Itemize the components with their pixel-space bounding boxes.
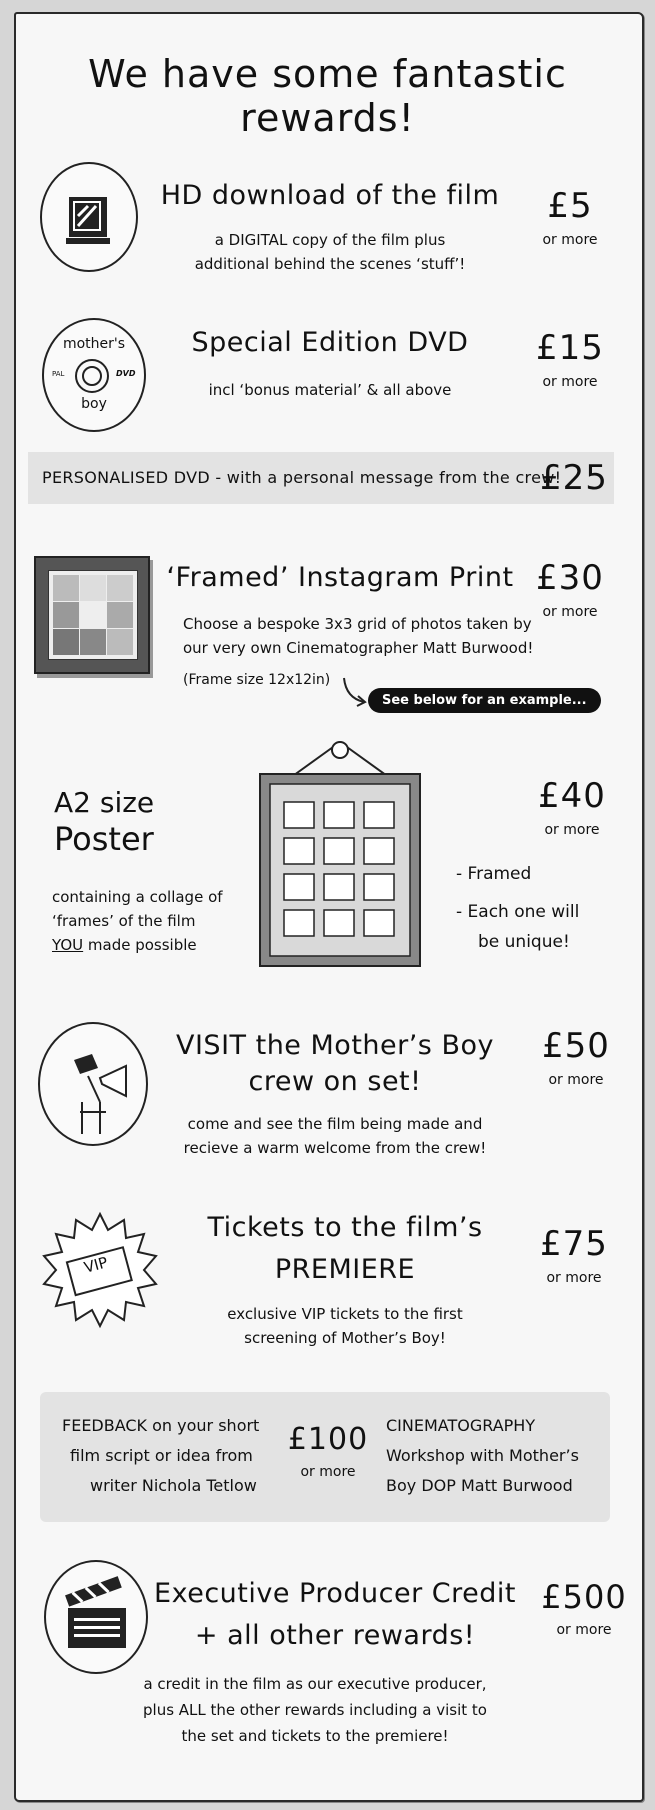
- dvd-disc-icon: [42, 318, 146, 432]
- photo-grid-icon: [49, 571, 137, 659]
- download-icon-circle: [40, 162, 138, 272]
- poster-bullet-1: - Framed: [456, 864, 532, 884]
- photo-grid: [48, 570, 138, 660]
- workshop-or-more: or more: [300, 1464, 356, 1480]
- dvd-price: £15: [536, 328, 604, 368]
- premiere-or-more: or more: [546, 1270, 602, 1286]
- curved-arrow-icon: [340, 674, 370, 708]
- poster-desc-2: ‘frames’ of the film: [52, 912, 196, 930]
- executive-title-2: + all other rewards!: [194, 1620, 476, 1651]
- hd-price: £5: [547, 186, 593, 226]
- director-icon-circle: [38, 1022, 148, 1146]
- dvd-or-more: or more: [542, 374, 598, 390]
- clapper-download-icon: [42, 164, 136, 270]
- premiere-desc-1: exclusive VIP tickets to the first: [227, 1305, 463, 1323]
- executive-desc-2: plus ALL the other rewards including a visit to: [143, 1701, 487, 1719]
- hd-or-more: or more: [542, 232, 598, 248]
- hd-desc-2: additional behind the scenes ‘stuff’!: [194, 255, 466, 273]
- executive-desc-3: the set and tickets to the premiere!: [181, 1727, 449, 1745]
- clapperboard-icon-circle: [44, 1560, 148, 1674]
- see-example-badge[interactable]: See below for an example...: [368, 688, 601, 713]
- disc-pal-label: PAL: [52, 370, 65, 378]
- poster-or-more: or more: [544, 822, 600, 838]
- visit-title-1: VISIT the Mother’s Boy: [176, 1030, 494, 1061]
- executive-title-1: Executive Producer Credit: [154, 1578, 516, 1609]
- workshop-price: £100: [287, 1422, 369, 1457]
- visit-desc-2: recieve a warm welcome from the crew!: [183, 1139, 487, 1157]
- dvd-title: Special Edition DVD: [191, 327, 469, 358]
- framed-price: £30: [536, 558, 604, 598]
- hd-desc-1: a DIGITAL copy of the film plus: [214, 231, 446, 249]
- poster-desc-rest: made possible: [83, 936, 197, 954]
- workshop-right-3: Boy DOP Matt Burwood: [386, 1476, 573, 1495]
- dvd-desc: incl ‘bonus material’ & all above: [208, 381, 452, 399]
- premiere-price: £75: [540, 1224, 608, 1264]
- poster-desc-you: YOU: [52, 936, 84, 954]
- poster-price: £40: [538, 776, 606, 816]
- premiere-title-2: PREMIERE: [274, 1254, 416, 1285]
- poster-desc-3: [52, 936, 197, 954]
- framed-note: (Frame size 12x12in): [183, 672, 331, 688]
- page-title: We have some fantastic rewards!: [88, 52, 567, 140]
- disc-dvd-label: DVD: [116, 369, 136, 378]
- workshop-left-2: film script or idea from: [70, 1446, 253, 1465]
- framed-desc-1: Choose a bespoke 3x3 grid of photos taken by: [183, 615, 532, 633]
- disc-hole-icon: [44, 320, 144, 430]
- premiere-title-1: Tickets to the film’s: [207, 1212, 483, 1243]
- framed-poster-icon: [250, 738, 430, 978]
- poster-title-2: Poster: [54, 820, 154, 858]
- disc-top-label: mother's: [62, 336, 126, 352]
- workshop-right-1: CINEMATOGRAPHY: [386, 1416, 536, 1435]
- visit-price: £50: [542, 1026, 610, 1066]
- poster-desc-1: containing a collage of: [52, 888, 223, 906]
- framed-desc-2: our very own Cinematographer Matt Burwood!: [183, 639, 534, 657]
- executive-price: £500: [541, 1578, 627, 1616]
- personalised-price: £25: [540, 458, 608, 498]
- workshop-right-2: Workshop with Mother’s: [386, 1446, 579, 1465]
- personalised-text: PERSONALISED DVD - with a personal message from the crew!: [42, 468, 562, 487]
- ticket-vip-label: VIP: [82, 1253, 110, 1277]
- framed-title: ‘Framed’ Instagram Print: [166, 562, 514, 593]
- visit-desc-1: come and see the film being made and: [187, 1115, 483, 1133]
- visit-title-2: crew on set!: [248, 1066, 422, 1097]
- workshop-left-3: writer Nichola Tetlow: [90, 1476, 257, 1495]
- poster-bullet-3: be unique!: [478, 932, 570, 952]
- hd-title: HD download of the film: [160, 180, 500, 211]
- director-megaphone-icon: [40, 1024, 146, 1144]
- premiere-desc-2: screening of Mother’s Boy!: [244, 1329, 446, 1347]
- disc-bottom-label: boy: [81, 396, 107, 412]
- visit-or-more: or more: [548, 1072, 604, 1088]
- executive-desc-1: a credit in the film as our executive producer,: [143, 1675, 487, 1693]
- poster-bullet-2: - Each one will: [456, 902, 580, 922]
- workshop-left-1: FEEDBACK on your short: [62, 1416, 260, 1435]
- framed-or-more: or more: [542, 604, 598, 620]
- executive-or-more: or more: [556, 1622, 612, 1638]
- clapperboard-icon: [46, 1562, 146, 1672]
- framed-print-image: [34, 556, 150, 674]
- poster-title-1: A2 size: [54, 786, 155, 819]
